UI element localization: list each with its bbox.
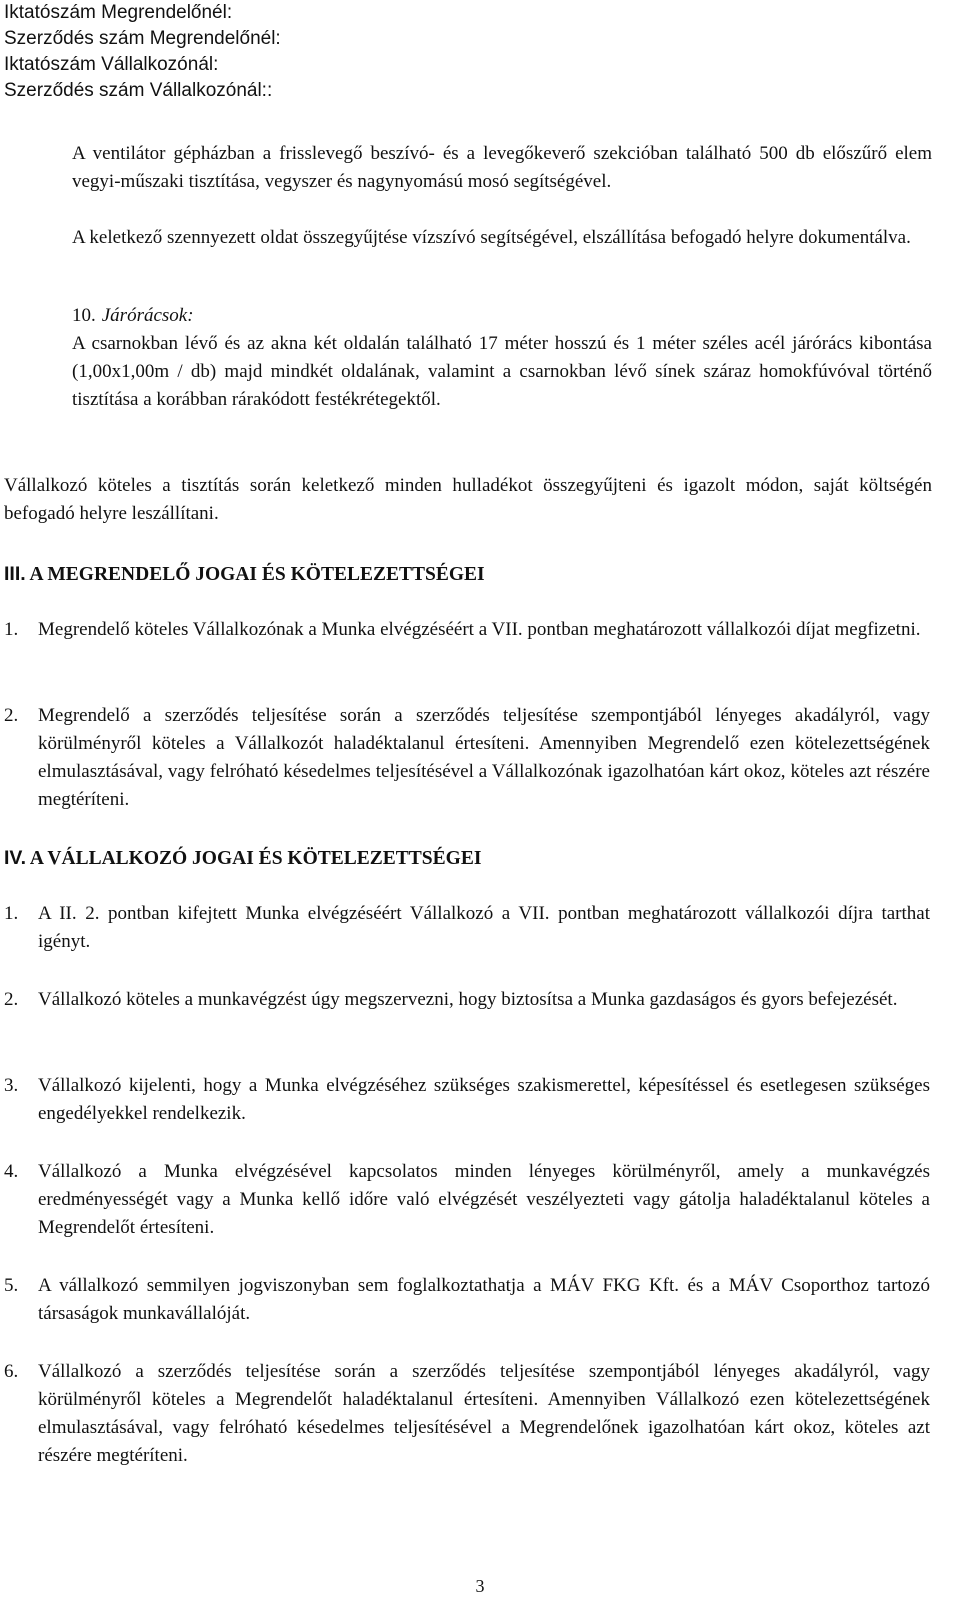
section-4-title: A VÁLLALKOZÓ JOGAI ÉS KÖTELEZETTSÉGEI [29,848,482,869]
section-3-roman: III. [4,563,26,585]
section-4-item-6: 6. Vállalkozó a szerződés teljesítése során a szerződés teljesítése szempontjából lényeges akadályról, vagy körülményről köteles a Megrendelőt haladéktalanul értesíteni. Amennyiben Vállalkozó ezen kötelezettségének elmulasztásával, vagy felróható késedelmes teljesítésével a Megrendelőnek igazolhatóan kárt okoz, köteles azt részére megtéríteni. [4,1361,930,1466]
section-4-roman: IV. [4,847,27,869]
section-4-item-4: 4. Vállalkozó a Munka elvégzésével kapcsolatos minden lényeges körülményről, amely a munkavégzés eredményességét vagy a Munka kellő időre való elvégzését veszélyezteti vagy gátolja haladéktalanul köteles a Megrendelőt értesíteni. [4,1161,930,1238]
item-10-title: Járórácsok: [101,305,194,326]
section-4-item-2: 2. Vállalkozó köteles a munkavégzést úgy megszervezni, hogy biztosítsa a Munka gazdaságos és gyors befejezését. [4,989,898,1010]
header-block [4,0,281,104]
item-10-text: A csarnokban lévő és az akna két oldalán található 17 méter hosszú és 1 méter széles acél járórács kibontása (1,00x1,00m / db) majd mindkét oldalának, valamint a csarnokban lévő sínek száraz homokfúvóval történő tisztítása a korábban rárakódott festékrétegektől. [72,333,932,410]
section-4-heading [4,844,481,873]
header-line-4: Szerződés szám Vállalkozónál:: [4,80,273,101]
section-3-heading [4,560,485,589]
header-line-2: Szerződés szám Megrendelőnél: [4,28,281,49]
intro-paragraph-1: A ventilátor gépházban a frisslevegő beszívó- és a levegőkeverő szekcióban található 500 db előszűrő elem vegyi-műszaki tisztítása, vegyszer és nagynyomású mosó segítségével. [72,143,932,192]
section-4-item-3: 3. Vállalkozó kijelenti, hogy a Munka elvégzéséhez szükséges szakismerettel, képesítéssel és esetlegesen szükséges engedélyekkel rendelkezik. [4,1075,930,1124]
intro-paragraph-2: A keletkező szennyezett oldat összegyűjtése vízszívó segítségével, elszállítása befogadó helyre dokumentálva. [72,227,911,248]
header-line-1: Iktatószám Megrendelőnél: [4,2,233,23]
page-number: 3 [475,1576,485,1596]
waste-paragraph: Vállalkozó köteles a tisztítás során keletkező minden hulladékot összegyűjteni és igazolt módon, saját költségén befogadó helyre leszállítani. [4,475,932,524]
item-10 [72,302,932,414]
section-4-item-5: 5. A vállalkozó semmilyen jogviszonyban sem foglalkoztathatja a MÁV FKG Kft. és a MÁV Csoporthoz tartozó társaságok munkavállalóját. [4,1275,930,1324]
section-3-item-2: 2. Megrendelő a szerződés teljesítése során a szerződés teljesítése szempontjából lényeges akadályról, vagy körülményről köteles a Vállalkozót haladéktalanul értesíteni. Amennyiben Megrendelő ezen kötelezettségének elmulasztásával, vagy felróható késedelmes teljesítésével a Vállalkozónak igazolhatóan kárt okoz, köteles azt részére megtéríteni. [4,705,930,810]
section-3-item-1: 1. Megrendelő köteles Vállalkozónak a Munka elvégzéséért a VII. pontban meghatározott vállalkozói díjat megfizetni. [4,619,921,640]
section-4-item-1: 1. A II. 2. pontban kifejtett Munka elvégzéséért Vállalkozó a VII. pontban meghatározott vállalkozói díjra tarthat igényt. [4,903,930,952]
header-line-3: Iktatószám Vállalkozónál: [4,54,219,75]
section-3-title: A MEGRENDELŐ JOGAI ÉS KÖTELEZETTSÉGEI [29,564,485,585]
item-10-number: 10. [72,305,96,326]
